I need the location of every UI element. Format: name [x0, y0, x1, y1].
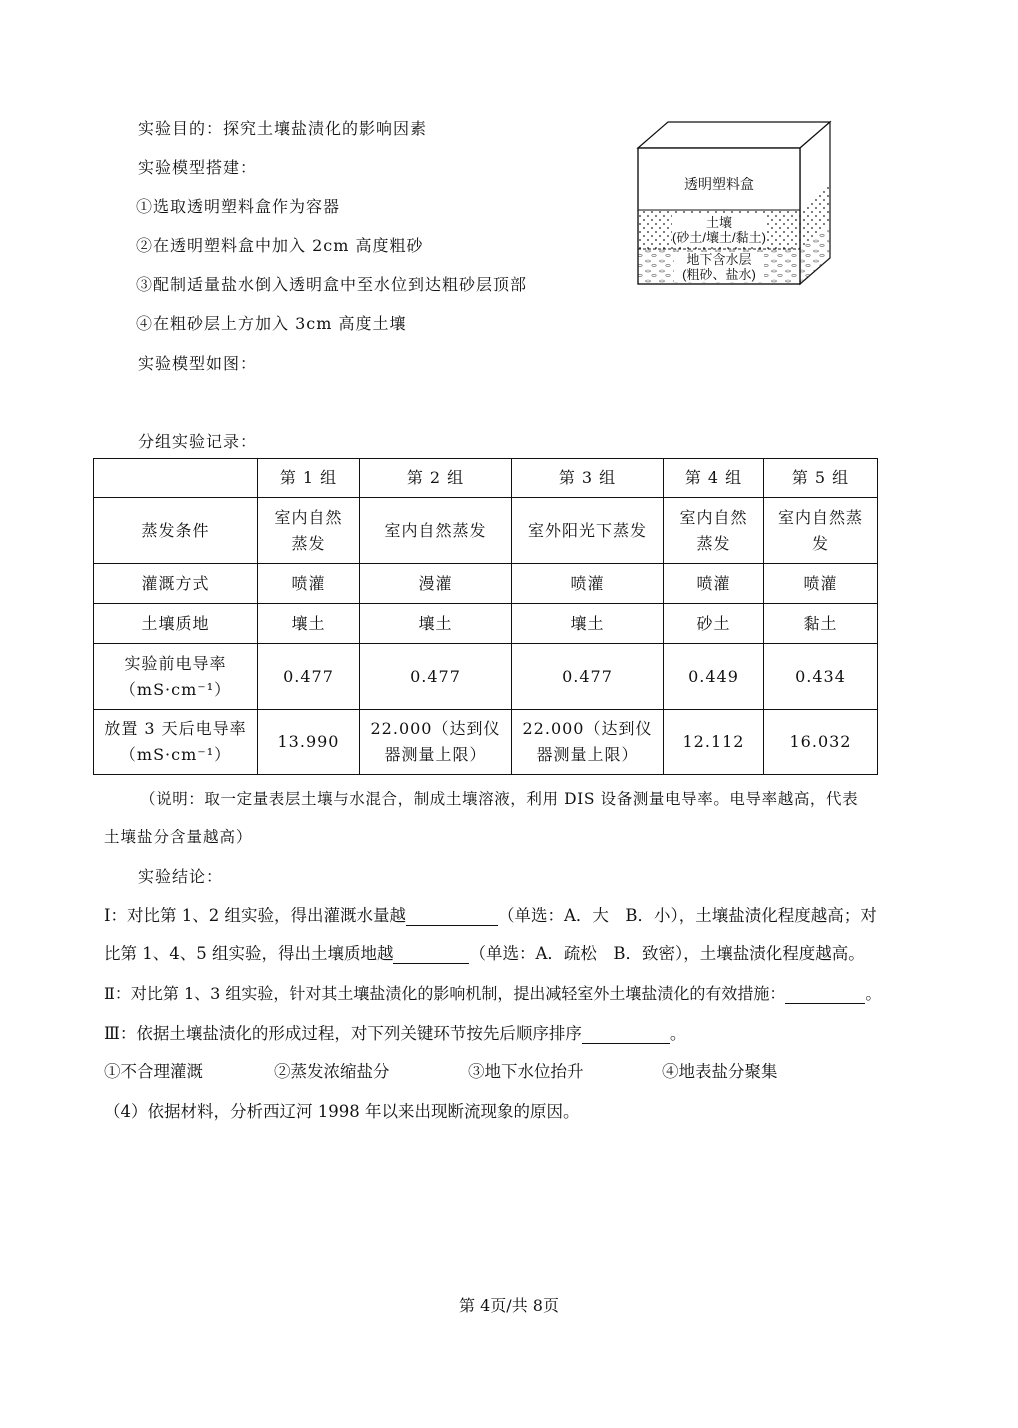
table-header-cell: 第 3 组: [512, 459, 664, 498]
table-cell: 壤土: [512, 604, 664, 644]
table-header-cell: [94, 459, 258, 498]
q3-end: 。: [669, 1024, 687, 1043]
table-header-cell: 第 4 组: [664, 459, 764, 498]
option-3: ③地下水位抬升: [468, 1062, 584, 1081]
note-line-1: （说明：取一定量表层土壤与水混合，制成土壤溶液，利用 DIS 设备测量电导率。电导率越高，代表: [140, 790, 859, 808]
question-2: [104, 981, 881, 1004]
table-cell: 壤土: [258, 604, 360, 644]
q3-text: Ⅲ：依据土壤盐渍化的形成过程，对下列关键环节按先后顺序排序: [104, 1024, 582, 1043]
experiment-model-diagram: [630, 118, 840, 298]
table-cell: 室内自然蒸发: [360, 498, 512, 564]
table-row: [94, 604, 878, 644]
table-header-row: [94, 459, 878, 498]
box-top-face: [638, 122, 830, 148]
row-label: 放置 3 天后电导率（mS·cm⁻¹）: [94, 710, 258, 775]
table-cell: 0.477: [360, 644, 512, 710]
aquifer-label: 地下含水层: [686, 252, 752, 267]
table-cell: 0.477: [258, 644, 360, 710]
answer-blank-2[interactable]: [393, 945, 469, 964]
table-cell: 黏土: [764, 604, 878, 644]
table-cell: 喷灌: [664, 564, 764, 604]
table-header-cell: 第 1 组: [258, 459, 360, 498]
answer-blank-1[interactable]: [406, 907, 498, 926]
q1-text-a: Ⅰ：对比第 1、2 组实验，得出灌溉水量越: [104, 906, 407, 925]
row-label: 灌溉方式: [94, 564, 258, 604]
q1-text-d: （单选：A．疏松 B．致密），土壤盐渍化程度越高。: [469, 944, 865, 963]
soil-type-label: (砂土/壤土/黏土): [672, 230, 766, 245]
q1-text-b: （单选：A．大 B．小），土壤盐渍化程度越高；对: [498, 906, 877, 925]
table-cell: 16.032: [764, 710, 878, 775]
option-1: ①不合理灌溉: [104, 1062, 203, 1081]
table-cell: 喷灌: [764, 564, 878, 604]
soil-label: 土壤: [705, 215, 733, 230]
step-3: ③配制适量盐水倒入透明盒中至水位到达粗砂层顶部: [136, 275, 528, 294]
table-cell: 漫灌: [360, 564, 512, 604]
table-cell: 室内自然蒸发: [258, 498, 360, 564]
table-cell: 喷灌: [258, 564, 360, 604]
step-2: ②在透明塑料盒中加入 2cm 高度粗砂: [136, 236, 424, 255]
table-row: [94, 564, 878, 604]
table-cell: 室外阳光下蒸发: [512, 498, 664, 564]
table-header-cell: 第 2 组: [360, 459, 512, 498]
experiment-record-table: [93, 458, 878, 775]
step-4: ④在粗砂层上方加入 3cm 高度土壤: [136, 314, 407, 333]
table-cell: 13.990: [258, 710, 360, 775]
model-build-heading: 实验模型搭建：: [138, 158, 258, 177]
note-line-2: 土壤盐分含量越高）: [104, 828, 253, 846]
table-row: [94, 710, 878, 775]
question-1-line-2: [104, 940, 865, 964]
q1-text-c: 比第 1、4、5 组实验，得出土壤质地越: [104, 944, 394, 963]
table-cell: 12.112: [664, 710, 764, 775]
table-cell: 室内自然蒸发: [664, 498, 764, 564]
conclusion-title: 实验结论：: [138, 867, 224, 886]
table-cell: 22.000（达到仪器测量上限）: [512, 710, 664, 775]
step-1: ①选取透明塑料盒作为容器: [136, 197, 341, 216]
table-cell: 0.434: [764, 644, 878, 710]
answer-blank-4[interactable]: [582, 1025, 670, 1044]
option-4: ④地表盐分聚集: [662, 1062, 778, 1081]
table-row: [94, 498, 878, 564]
model-figure-caption: 实验模型如图：: [138, 354, 258, 373]
question-4: （4）依据材料，分析西辽河 1998 年以来出现断流现象的原因。: [104, 1102, 580, 1121]
answer-blank-3[interactable]: [785, 985, 865, 1004]
row-label: 实验前电导率（mS·cm⁻¹）: [94, 644, 258, 710]
table-cell: 砂土: [664, 604, 764, 644]
row-label: 蒸发条件: [94, 498, 258, 564]
page-number: 第 4页/共 8页: [459, 1296, 559, 1315]
table-cell: 0.449: [664, 644, 764, 710]
option-2: ②蒸发浓缩盐分: [274, 1062, 390, 1081]
table-cell: 0.477: [512, 644, 664, 710]
table-cell: 室内自然蒸发: [764, 498, 878, 564]
table-header-cell: 第 5 组: [764, 459, 878, 498]
q2-text: Ⅱ：对比第 1、3 组实验，针对其土壤盐渍化的影响机制，提出减轻室外土壤盐渍化的有效措施：: [104, 984, 786, 1003]
purpose-text: 实验目的：探究土壤盐渍化的影响因素: [138, 119, 428, 138]
records-title: 分组实验记录：: [138, 432, 258, 451]
table-cell: 壤土: [360, 604, 512, 644]
question-3: [104, 1020, 686, 1044]
row-label: 土壤质地: [94, 604, 258, 644]
table-cell: 22.000（达到仪器测量上限）: [360, 710, 512, 775]
aquifer-content-label: (粗砂、盐水): [682, 267, 756, 282]
box-label: 透明塑料盒: [684, 176, 754, 192]
question-1-line-1: [104, 902, 877, 926]
q2-end: 。: [865, 984, 882, 1003]
table-cell: 喷灌: [512, 564, 664, 604]
table-row: [94, 644, 878, 710]
